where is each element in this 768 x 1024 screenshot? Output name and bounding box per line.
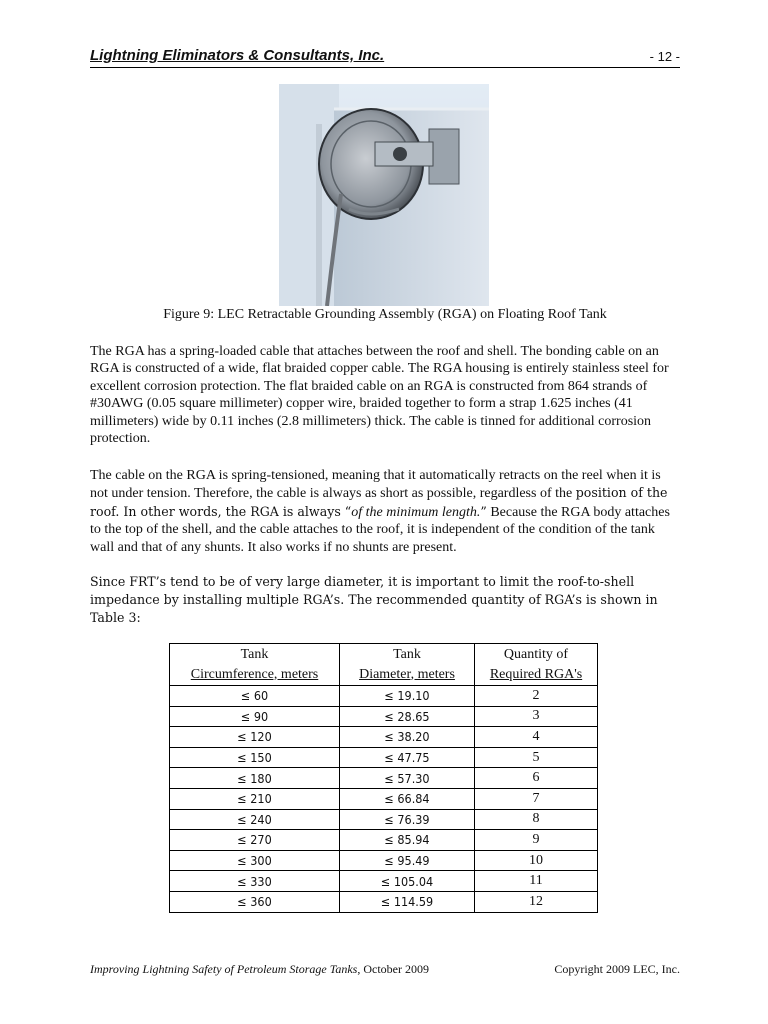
paragraph-spring-tension <box>90 467 680 556</box>
footer-title: Improving Lightning Safety of Petroleum Storage Tanks <box>90 962 358 976</box>
cell-diameter: ≤ 105.04 <box>340 871 475 892</box>
table-row <box>170 747 598 768</box>
cell-quantity: 2 <box>475 686 598 707</box>
table-row <box>170 891 598 912</box>
table-row <box>170 788 598 809</box>
cell-diameter: ≤ 57.30 <box>340 768 475 789</box>
table-row <box>170 686 598 707</box>
cell-circumference: ≤ 270 <box>170 830 340 851</box>
header-line: Required RGA's <box>489 666 583 682</box>
header-diameter <box>340 644 475 686</box>
cell-quantity: 9 <box>475 830 598 851</box>
cell-quantity: 6 <box>475 768 598 789</box>
table-row <box>170 768 598 789</box>
cell-circumference: ≤ 360 <box>170 891 340 912</box>
cell-quantity: 12 <box>475 891 598 912</box>
cell-circumference: ≤ 300 <box>170 850 340 871</box>
table-row <box>170 706 598 727</box>
cell-quantity: 10 <box>475 850 598 871</box>
cell-circumference: ≤ 60 <box>170 686 340 707</box>
paragraph-text: ” <box>480 503 487 519</box>
table-row <box>170 830 598 851</box>
cell-quantity: 8 <box>475 809 598 830</box>
footer-document-title <box>90 962 429 977</box>
cell-circumference: ≤ 330 <box>170 871 340 892</box>
cell-quantity: 7 <box>475 788 598 809</box>
cell-circumference: ≤ 240 <box>170 809 340 830</box>
cell-circumference: ≤ 150 <box>170 747 340 768</box>
paragraph-text: Because the RGA body attaches to the top of the shell, and the cable attaches to the roof, it is independent of the condition of the tank wall and that of any shunts. It also works if no shunts are present. <box>90 504 670 555</box>
cell-diameter: ≤ 114.59 <box>340 891 475 912</box>
cell-circumference: ≤ 120 <box>170 727 340 748</box>
cell-diameter: ≤ 19.10 <box>340 686 475 707</box>
table-row <box>170 850 598 871</box>
cell-diameter: ≤ 47.75 <box>340 747 475 768</box>
emphasis-text: of the minimum length. <box>351 504 481 520</box>
cell-diameter: ≤ 28.65 <box>340 706 475 727</box>
cell-quantity: 11 <box>475 871 598 892</box>
cell-quantity: 4 <box>475 727 598 748</box>
header-line: Circumference, meters <box>190 666 319 682</box>
header-line: Quantity of <box>503 646 569 662</box>
table-row <box>170 809 598 830</box>
cell-quantity: 3 <box>475 706 598 727</box>
header-line: Tank <box>240 646 269 662</box>
rga-quantity-table <box>169 643 598 913</box>
rga-photo <box>279 84 489 306</box>
paragraph-multiple-rga: Since FRT’s tend to be of very large diameter, it is important to limit the roof-to-shell impedance by installing multiple RGA’s. The recommended quantity of RGA’s is shown in Table 3: <box>90 574 658 625</box>
cell-diameter: ≤ 38.20 <box>340 727 475 748</box>
cell-circumference: ≤ 180 <box>170 768 340 789</box>
header-line: Diameter, meters <box>359 666 455 682</box>
header-quantity <box>475 644 598 686</box>
table-header-row <box>170 644 598 686</box>
header-circumference <box>170 644 340 686</box>
header-line: Tank <box>393 646 421 662</box>
cell-diameter: ≤ 76.39 <box>340 809 475 830</box>
paragraph-text: The cable on the RGA is spring-tensioned, meaning that it automatically retracts on the reel when it is not under tension. Therefore, the cable is always as short as possible, regardless of the <box>90 468 661 502</box>
cell-diameter: ≤ 85.94 <box>340 830 475 851</box>
table-row <box>170 871 598 892</box>
footer-date: , October 2009 <box>357 962 429 976</box>
footer-copyright: Copyright 2009 LEC, Inc. <box>554 962 680 976</box>
cell-circumference: ≤ 210 <box>170 788 340 809</box>
cell-quantity: 5 <box>475 747 598 768</box>
table-row <box>170 727 598 748</box>
company-title: Lightning Eliminators & Consultants, Inc. <box>90 47 385 64</box>
paragraph-rga-construction: The RGA has a spring-loaded cable that attaches between the roof and shell. The bonding cable on an RGA is constructed of a wide, flat braided copper cable. The RGA housing is entirely stainless steel for excellent corrosion protection. The flat braided cable on an RGA is constructed from 864 strands of #30AWG (0.05 square millimeter) copper wire, braided together to form a strap 1.625 inches (41 millimeters) wide by 0.11 inches (2.8 millimeters) thick. The cable is tinned for additional corrosion protection. <box>90 344 669 447</box>
page-header <box>90 47 680 68</box>
cell-diameter: ≤ 95.49 <box>340 850 475 871</box>
paragraph-text: position of the roof. In other words, the RGA is always “ <box>90 485 668 519</box>
figure-caption: Figure 9: LEC Retractable Grounding Assembly (RGA) on Floating Roof Tank <box>163 307 607 322</box>
cell-circumference: ≤ 90 <box>170 706 340 727</box>
page-number: - 12 - <box>649 49 680 64</box>
cell-diameter: ≤ 66.84 <box>340 788 475 809</box>
